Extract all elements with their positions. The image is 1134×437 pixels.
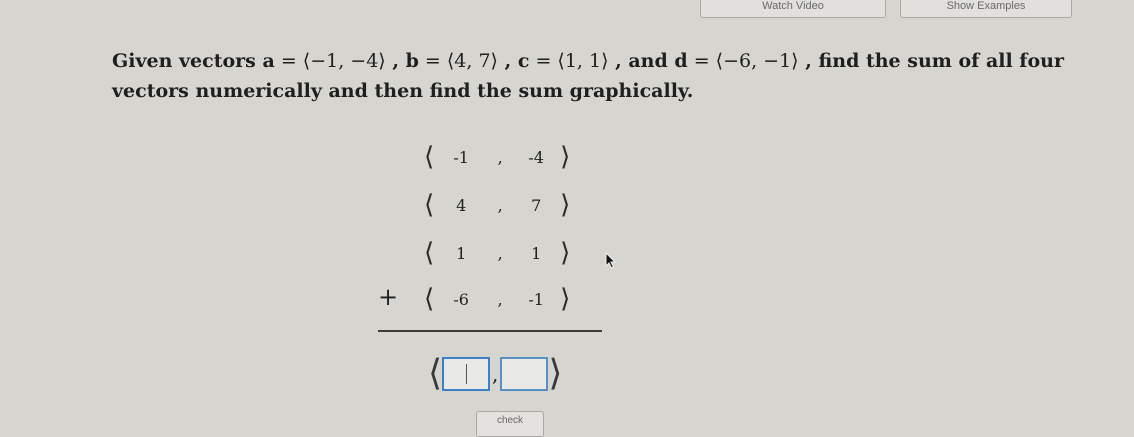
prompt-intro: Given vectors <box>112 50 263 72</box>
prompt-separator: , <box>497 50 518 72</box>
prompt-separator: , <box>385 50 406 72</box>
addend-row-4 <box>424 284 570 314</box>
prompt-separator: , and <box>608 50 675 72</box>
answer-x-input[interactable] <box>442 357 490 391</box>
close-angle: ⟩ <box>560 142 571 172</box>
check-button[interactable]: check <box>476 411 544 437</box>
open-angle: ⟨ <box>424 284 435 314</box>
answer-open-angle: ⟨ <box>428 353 443 394</box>
addend-3-y: 1 <box>531 243 542 263</box>
answer-vector <box>428 352 562 396</box>
show-examples-button[interactable]: Show Examples <box>900 0 1072 18</box>
addend-4-x: -6 <box>453 289 469 309</box>
watch-video-button[interactable]: Watch Video <box>700 0 886 18</box>
addend-1-x: -1 <box>453 147 469 167</box>
answer-close-angle: ⟩ <box>548 353 563 394</box>
answer-y-input[interactable] <box>500 357 548 391</box>
close-angle: ⟩ <box>560 190 571 220</box>
open-angle: ⟨ <box>424 142 435 172</box>
open-angle: ⟨ <box>424 190 435 220</box>
text-caret <box>466 364 467 384</box>
answer-comma: , <box>492 362 499 386</box>
vector-c-value: = ⟨1, 1⟩ <box>529 50 609 72</box>
vector-b-value: = ⟨4, 7⟩ <box>418 50 498 72</box>
vector-d-name: d <box>674 50 688 72</box>
plus-sign: + <box>378 283 399 311</box>
addend-4-y: -1 <box>528 289 544 309</box>
close-angle: ⟩ <box>560 284 571 314</box>
comma: , <box>497 289 503 309</box>
vector-d-value: = ⟨−6, −1⟩ <box>687 50 799 72</box>
addend-2-y: 7 <box>531 195 542 215</box>
vector-a-value: = ⟨−1, −4⟩ <box>274 50 386 72</box>
vector-a-name: a <box>262 50 275 72</box>
addend-1-y: -4 <box>528 147 544 167</box>
addend-row-1 <box>424 142 570 172</box>
addend-row-2 <box>424 190 570 220</box>
vector-c-name: c <box>517 50 530 72</box>
close-angle: ⟩ <box>560 238 571 268</box>
addend-3-x: 1 <box>456 243 467 263</box>
sum-rule <box>378 330 602 332</box>
comma: , <box>497 243 503 263</box>
problem-statement <box>112 46 1102 106</box>
comma: , <box>497 195 503 215</box>
addend-row-3 <box>424 238 570 268</box>
open-angle: ⟨ <box>424 238 435 268</box>
vector-b-name: b <box>405 50 419 72</box>
prompt-outro: , find the sum of all four vectors numerically and then find the sum graphically. <box>112 50 1064 102</box>
comma: , <box>497 147 503 167</box>
addend-2-x: 4 <box>456 195 467 215</box>
mouse-pointer-icon <box>604 252 618 270</box>
